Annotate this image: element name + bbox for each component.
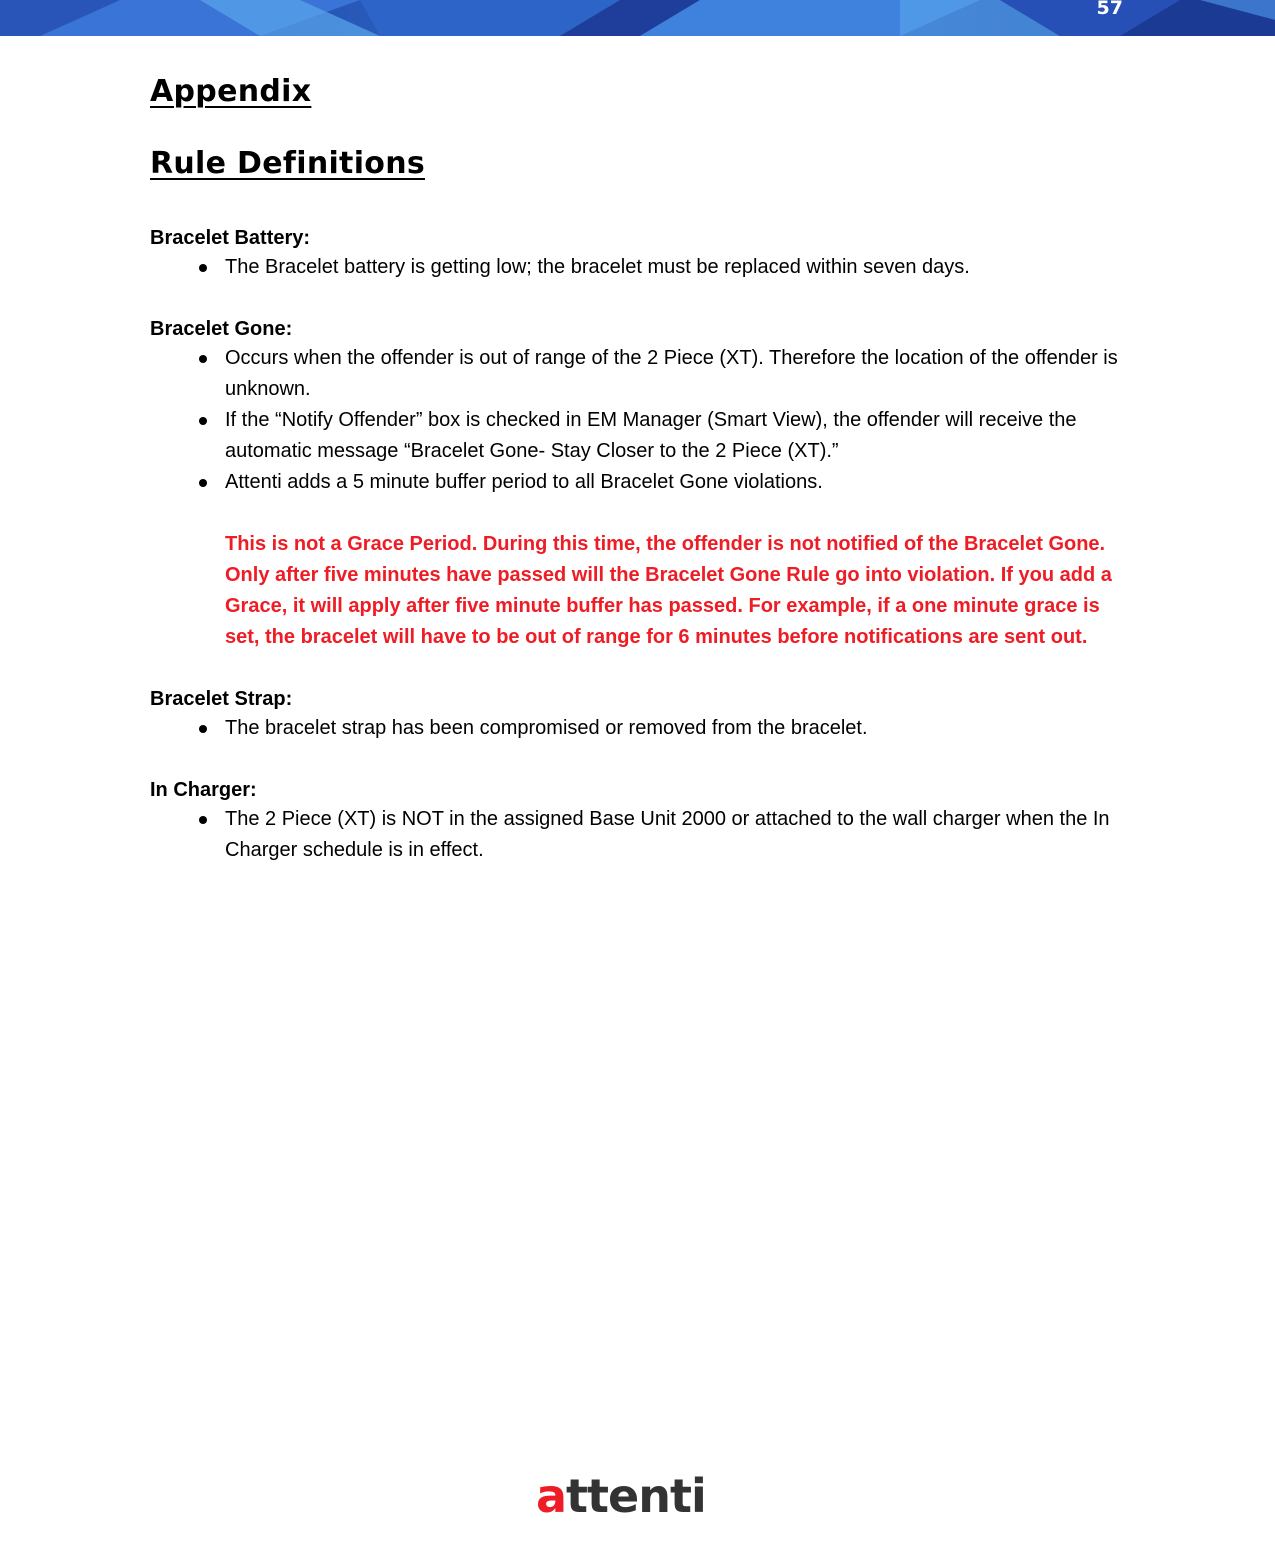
list-item	[150, 804, 1150, 866]
bullet-text: Attenti adds a 5 minute buffer period to all Bracelet Gone violations.	[225, 471, 823, 493]
bullet-icon	[199, 479, 207, 487]
list-item	[150, 467, 1150, 498]
bullet-text: Occurs when the offender is out of range of the 2 Piece (XT). Therefore the location of the offender is unknown.	[225, 347, 1118, 400]
logo-letter-a: a	[536, 1469, 567, 1523]
list-item	[150, 252, 1150, 283]
list-item	[150, 405, 1150, 467]
banner-graphic	[0, 0, 1275, 36]
header-banner	[0, 0, 1275, 36]
rule-title: Bracelet Strap:	[150, 688, 293, 710]
rule-title: Bracelet Gone:	[150, 318, 293, 340]
rule-bullet-list	[150, 343, 1150, 498]
rule-bullet-list	[150, 252, 1150, 283]
rule-bullet-list	[150, 713, 1150, 744]
bullet-icon	[199, 355, 207, 363]
rule-bracelet-strap	[150, 685, 1150, 744]
bullet-text: The Bracelet battery is getting low; the bracelet must be replaced within seven days.	[225, 256, 970, 278]
logo-text: ttenti	[566, 1469, 706, 1523]
bullet-icon	[199, 725, 207, 733]
rule-bullet-list	[150, 804, 1150, 866]
bullet-icon	[199, 264, 207, 272]
attenti-logo	[536, 1468, 736, 1528]
bullet-icon	[199, 816, 207, 824]
rule-title: Bracelet Battery:	[150, 227, 311, 249]
rule-bracelet-gone	[150, 315, 1150, 653]
list-item	[150, 713, 1150, 744]
page-number: 57	[1096, 0, 1123, 19]
rule-title: In Charger:	[150, 779, 257, 801]
bullet-icon	[199, 417, 207, 425]
document-body	[150, 72, 1150, 866]
page-title: Appendix	[150, 74, 312, 109]
rule-bracelet-battery	[150, 224, 1150, 283]
bullet-text: If the “Notify Offender” box is checked in EM Manager (Smart View), the offender will receive the automatic message “Bracelet Gone- Stay Closer to the 2 Piece (XT).”	[225, 409, 1077, 462]
bullet-text: The 2 Piece (XT) is NOT in the assigned Base Unit 2000 or attached to the wall charger when the In Charger schedule is in effect.	[225, 808, 1110, 861]
bullet-text: The bracelet strap has been compromised or removed from the bracelet.	[225, 717, 868, 739]
section-heading: Rule Definitions	[150, 146, 426, 181]
list-item	[150, 343, 1150, 405]
rule-in-charger	[150, 776, 1150, 866]
buffer-period-note: This is not a Grace Period. During this time, the offender is not notified of the Bracelet Gone. Only after five minutes have passed will the Bracelet Gone Rule go into violation. If you add a Grace, it will apply after five minute buffer has passed. For example, if a one minute grace is set, the bracelet will have to be out of range for 6 minutes before notifications are sent out.	[225, 533, 1112, 648]
